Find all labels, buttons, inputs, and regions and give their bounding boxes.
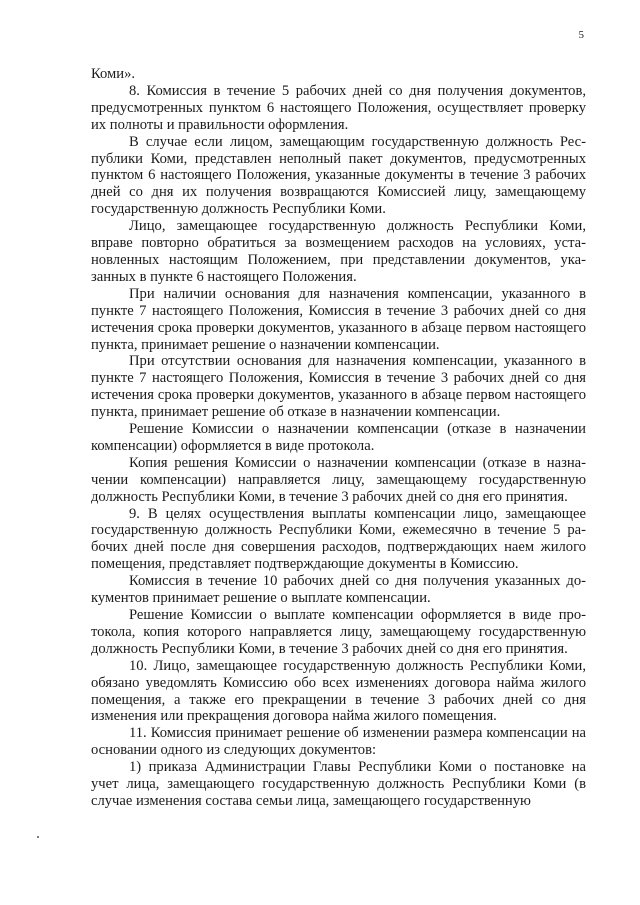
paragraph-continuation: Коми». (91, 66, 136, 82)
paragraph-reapply: Лицо, замещающее государственную должность Республики Коми, вправе повторно обратиться за возмещением расходов на условиях, установленных настоящим Положением, при представлении документов, указанных в пункте 6 настоящего Положения. (91, 218, 586, 285)
document-body (91, 66, 586, 810)
paragraph-grant-decision: При наличии основания для назначения компенсации, указанного в пункте 7 настоящего Положения, Комиссия в течение 3 рабочих дней со дня истечения срока проверки документов, указанного в абзаце первом настоящего пункта, принимает решение о назначении компенсации. (91, 285, 586, 353)
scan-speck (37, 836, 39, 838)
paragraph-protocol: Решение Комиссии о назначении компенсации (отказе в назначении компенсации) оформляется в виде протокола. (91, 421, 586, 454)
paragraph-payment-protocol: Решение Комиссии о выплате компенсации оформляется в виде протокола, копия которого направляется лицу, замещающему государственную должность Республики Коми, в течение 3 рабочих дней со дня его принятия. (91, 607, 586, 657)
paragraph-item-9: 9. В целях осуществления выплаты компенсации лицо, замещающее государственную должность Республики Коми, ежемесячно в течение 5 рабочих дней после дня совершения расходов, подтверждающих наем жилого помещения, представляет подтверждающие документы в Комиссию. (91, 505, 586, 573)
paragraph-item-10: 10. Лицо, замещающее государственную должность Республики Коми, обязано уведомлять Комиссию обо всех изменениях договора найма жилого помещения, а также его прекращении в течение 3 рабочих дней со дня изменения или прекращения договора найма жилого помещения. (91, 657, 586, 725)
paragraph-item-11-sub-1: 1) приказа Администрации Главы Республики Коми о постановке на учет лица, замещающего государственную должность Республики Коми (в случае изменения состава семьи лица, замещающего государственную (91, 759, 586, 809)
paragraph-payment-decision: Комиссия в течение 10 рабочих дней со дня получения указанных документов принимает решение о выплате компенсации. (91, 573, 586, 607)
paragraph-refusal-decision: При отсутствии основания для назначения компенсации, указанного в пункте 7 настоящего Положения, Комиссия в течение 3 рабочих дней со дня истечения срока проверки документов, указанного в абзаце первом настоящего пункта, принимает решение об отказе в назначении компенсации. (91, 353, 586, 421)
page-number: 5 (578, 29, 584, 41)
paragraph-decision-copy: Копия решения Комиссии о назначении компенсации (отказе в назначении компенсации) направляется лицу, замещающему государственную должность Республики Коми, в течение 3 рабочих дней со дня его принятия. (91, 454, 586, 505)
paragraph-item-11: 11. Комиссия принимает решение об изменении размера компенсации на основании одного из следующих документов: (91, 725, 586, 759)
paragraph-item-8: 8. Комиссия в течение 5 рабочих дней со дня получения документов, предусмотренных пунктом 6 настоящего Положения, осуществляет проверку их полноты и правильности оформления. (91, 82, 586, 133)
paragraph-incomplete-package: В случае если лицом, замещающим государственную должность Республики Коми, представлен неполный пакет документов, предусмотренных пунктом 6 настоящего Положения, указанные документы в течение 3 рабочих дней со дня их получения возвращаются Комиссией лицу, замещающему государственную должность Республики Коми. (91, 133, 586, 218)
